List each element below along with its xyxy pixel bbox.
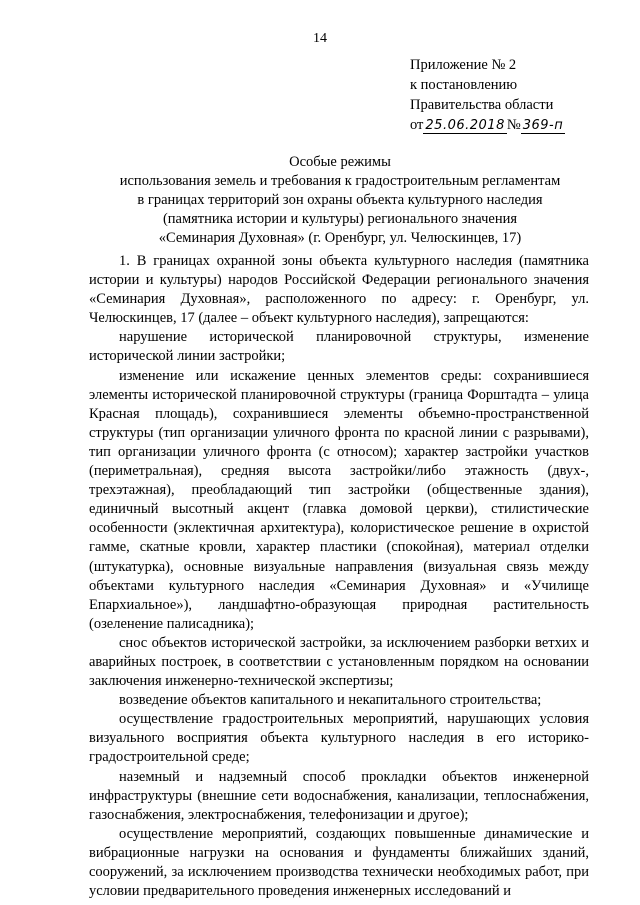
title-line-4: (памятника истории и культуры) регионального значения [162,211,518,227]
appendix-authority: Правительства области [410,97,554,113]
paragraph-2: нарушение исторической планировочной структуры, изменение исторической линии застройки; [89,329,589,365]
paragraph-1: 1. В границах охранной зоны объекта культурного наследия (памятника истории и культуры) народов Российской Федерации регионального значения «Семинария Духовная», расположенного по адресу: г. Оренбург, ул. Челюскинцев, 17 (далее – объект культурного наследия), запрещаются: [89,253,589,327]
appendix-title: Приложение № 2 [410,57,517,73]
paragraph-4: снос объектов исторической застройки, за исключением разборки ветхих и аварийных построек, в соответствии с установленным порядком на основании заключения инженерно-технической экспертизы; [89,634,589,690]
number-prefix: № [506,117,521,133]
title-line-1: Особые режимы [289,154,391,170]
paragraph-5: возведение объектов капитального и некапитального строительства; [119,692,542,709]
document-body [89,252,589,901]
appendix-reference: к постановлению [410,77,518,93]
handwritten-number: 369-п [522,118,564,133]
title-line-5: «Семинария Духовная» (г. Оренбург, ул. Челюскинцев, 17) [158,230,522,246]
date-prefix: от [410,117,424,133]
paragraph-6: осуществление градостроительных мероприятий, нарушающих условия визуального восприятия объекта культурного наследия в его историко-градостроительной среде; [89,711,589,766]
paragraph-7: наземный и надземный способ прокладки объектов инженерной инфраструктуры (внешние сети водоснабжения, канализации, теплоснабжения, газоснабжения, электроснабжения, телефонизации и другое); [89,768,589,823]
title-line-3: в границах территорий зон охраны объекта культурного наследия [137,192,543,208]
handwritten-date: 25.06.2018 [425,118,505,133]
paragraph-8: осуществление мероприятий, создающих повышенные динамические и вибрационные нагрузки на основания и фундаменты ближайших зданий, сооружений, за исключением производства технически необходимых работ, при условии предварительного проведения инженерных исследований и [89,825,589,900]
paragraph-3: изменение или искажение ценных элементов среды: сохранившиеся элементы исторической планировочной структуры (граница Форштадта – улица Красная площадь), сохранившиеся элементы объемно-пространственной структуры (тип организации уличного фронта по красной линии с разрывами), тип организации уличного фронта (с относом); характер застройки участков (периметральная), средняя высота застройки/либо этажность (двух-, трехэтажная), преобладающий тип застройки (общественные здания), единичный высотный акцент (главка домовой церкви), стилистические особенности (эклектичная архитектура), колористическое решение в охристой гамме, скатные кровли, характер пластики (спокойная), материал отделки (штукатурка), основные визуальные направления (визуальная связь между объектами культурного наследия «Семинария Духовная» и «Училище Епархиальное»), ландшафтно-образующая природная растительность (озеленение палисадника); [89,367,589,632]
title-line-2: использования земель и требования к градостроительным регламентам [119,173,561,189]
document-title [100,153,580,248]
page-number: 14 [313,31,327,46]
appendix-date-line [410,115,565,136]
appendix-header [410,55,565,136]
